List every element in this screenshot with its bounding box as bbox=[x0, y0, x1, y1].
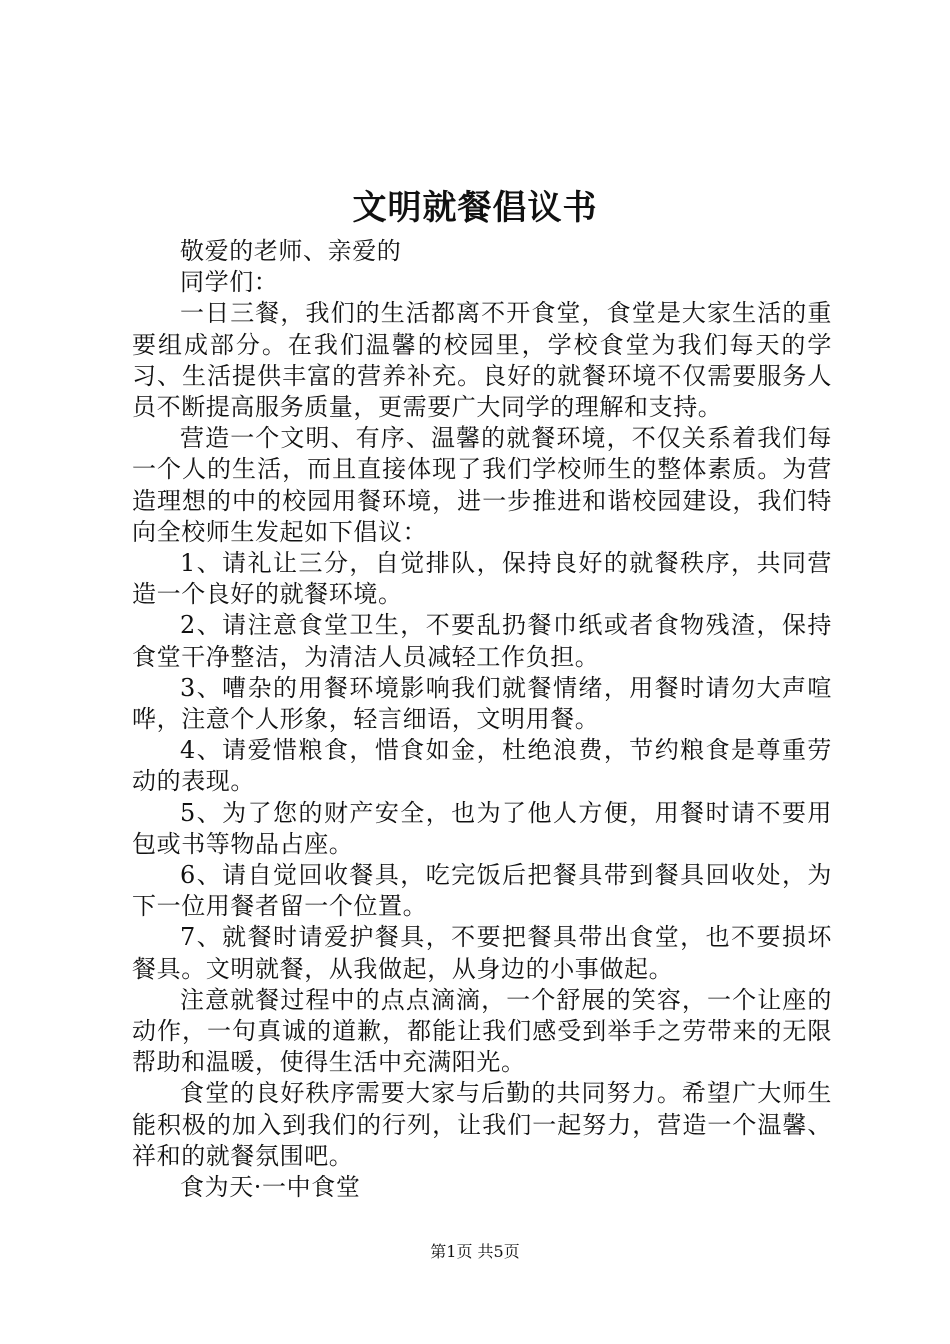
paragraph-intro: 一日三餐，我们的生活都离不开食堂，食堂是大家生活的重要组成部分。在我们温馨的校园里，学校食堂为我们每天的学习、生活提供丰富的营养补充。良好的就餐环境不仅需要服务人员不断提高服务质量，更需要广大同学的理解和支持。 bbox=[132, 299, 832, 422]
document-body bbox=[132, 236, 832, 1203]
document-title: 文明就餐倡议书 bbox=[352, 188, 598, 228]
proposal-item-3: 3、嘈杂的用餐环境影响我们就餐情绪，用餐时请勿大声喧哗，注意个人形象，轻言细语，文明用餐。 bbox=[132, 673, 832, 734]
paragraph-purpose: 营造一个文明、有序、温馨的就餐环境，不仅关系着我们每一个人的生活，而且直接体现了我们学校师生的整体素质。为营造理想的中的校园用餐环境，进一步推进和谐校园建设，我们特向全校师生发起如下倡议： bbox=[132, 424, 832, 546]
greeting-line-2: 同学们： bbox=[180, 268, 279, 297]
proposal-item-6: 6、请自觉回收餐具，吃完饭后把餐具带到餐具回收处，为下一位用餐者留一个位置。 bbox=[132, 861, 832, 921]
proposal-item-1: 1、请礼让三分，自觉排队，保持良好的就餐秩序，共同营造一个良好的就餐环境。 bbox=[132, 549, 832, 609]
paragraph-closing-2: 食堂的良好秩序需要大家与后勤的共同努力。希望广大师生能积极的加入到我们的行列，让我们一起努力，营造一个温馨、祥和的就餐氛围吧。 bbox=[132, 1079, 832, 1170]
paragraph-closing-1: 注意就餐过程中的点点滴滴，一个舒展的笑容，一个让座的动作，一句真诚的道歉，都能让我们感受到举手之劳带来的无限帮助和温暖，使得生活中充满阳光。 bbox=[132, 985, 832, 1077]
proposal-item-2: 2、请注意食堂卫生，不要乱扔餐巾纸或者食物残渣，保持食堂干净整洁，为清洁人员减轻工作负担。 bbox=[132, 611, 832, 671]
proposal-item-7: 7、就餐时请爱护餐具，不要把餐具带出食堂，也不要损坏餐具。文明就餐，从我做起，从身边的小事做起。 bbox=[132, 923, 832, 983]
page-footer: 第1页 共5页 bbox=[430, 1242, 520, 1261]
greeting-line-1: 敬爱的老师、亲爱的 bbox=[180, 237, 402, 265]
proposal-item-4: 4、请爱惜粮食，惜食如金，杜绝浪费，节约粮食是尊重劳动的表现。 bbox=[132, 736, 832, 796]
signature: 食为天·一中食堂 bbox=[180, 1173, 361, 1202]
proposal-item-5: 5、为了您的财产安全，也为了他人方便，用餐时请不要用包或书等物品占座。 bbox=[132, 798, 832, 858]
